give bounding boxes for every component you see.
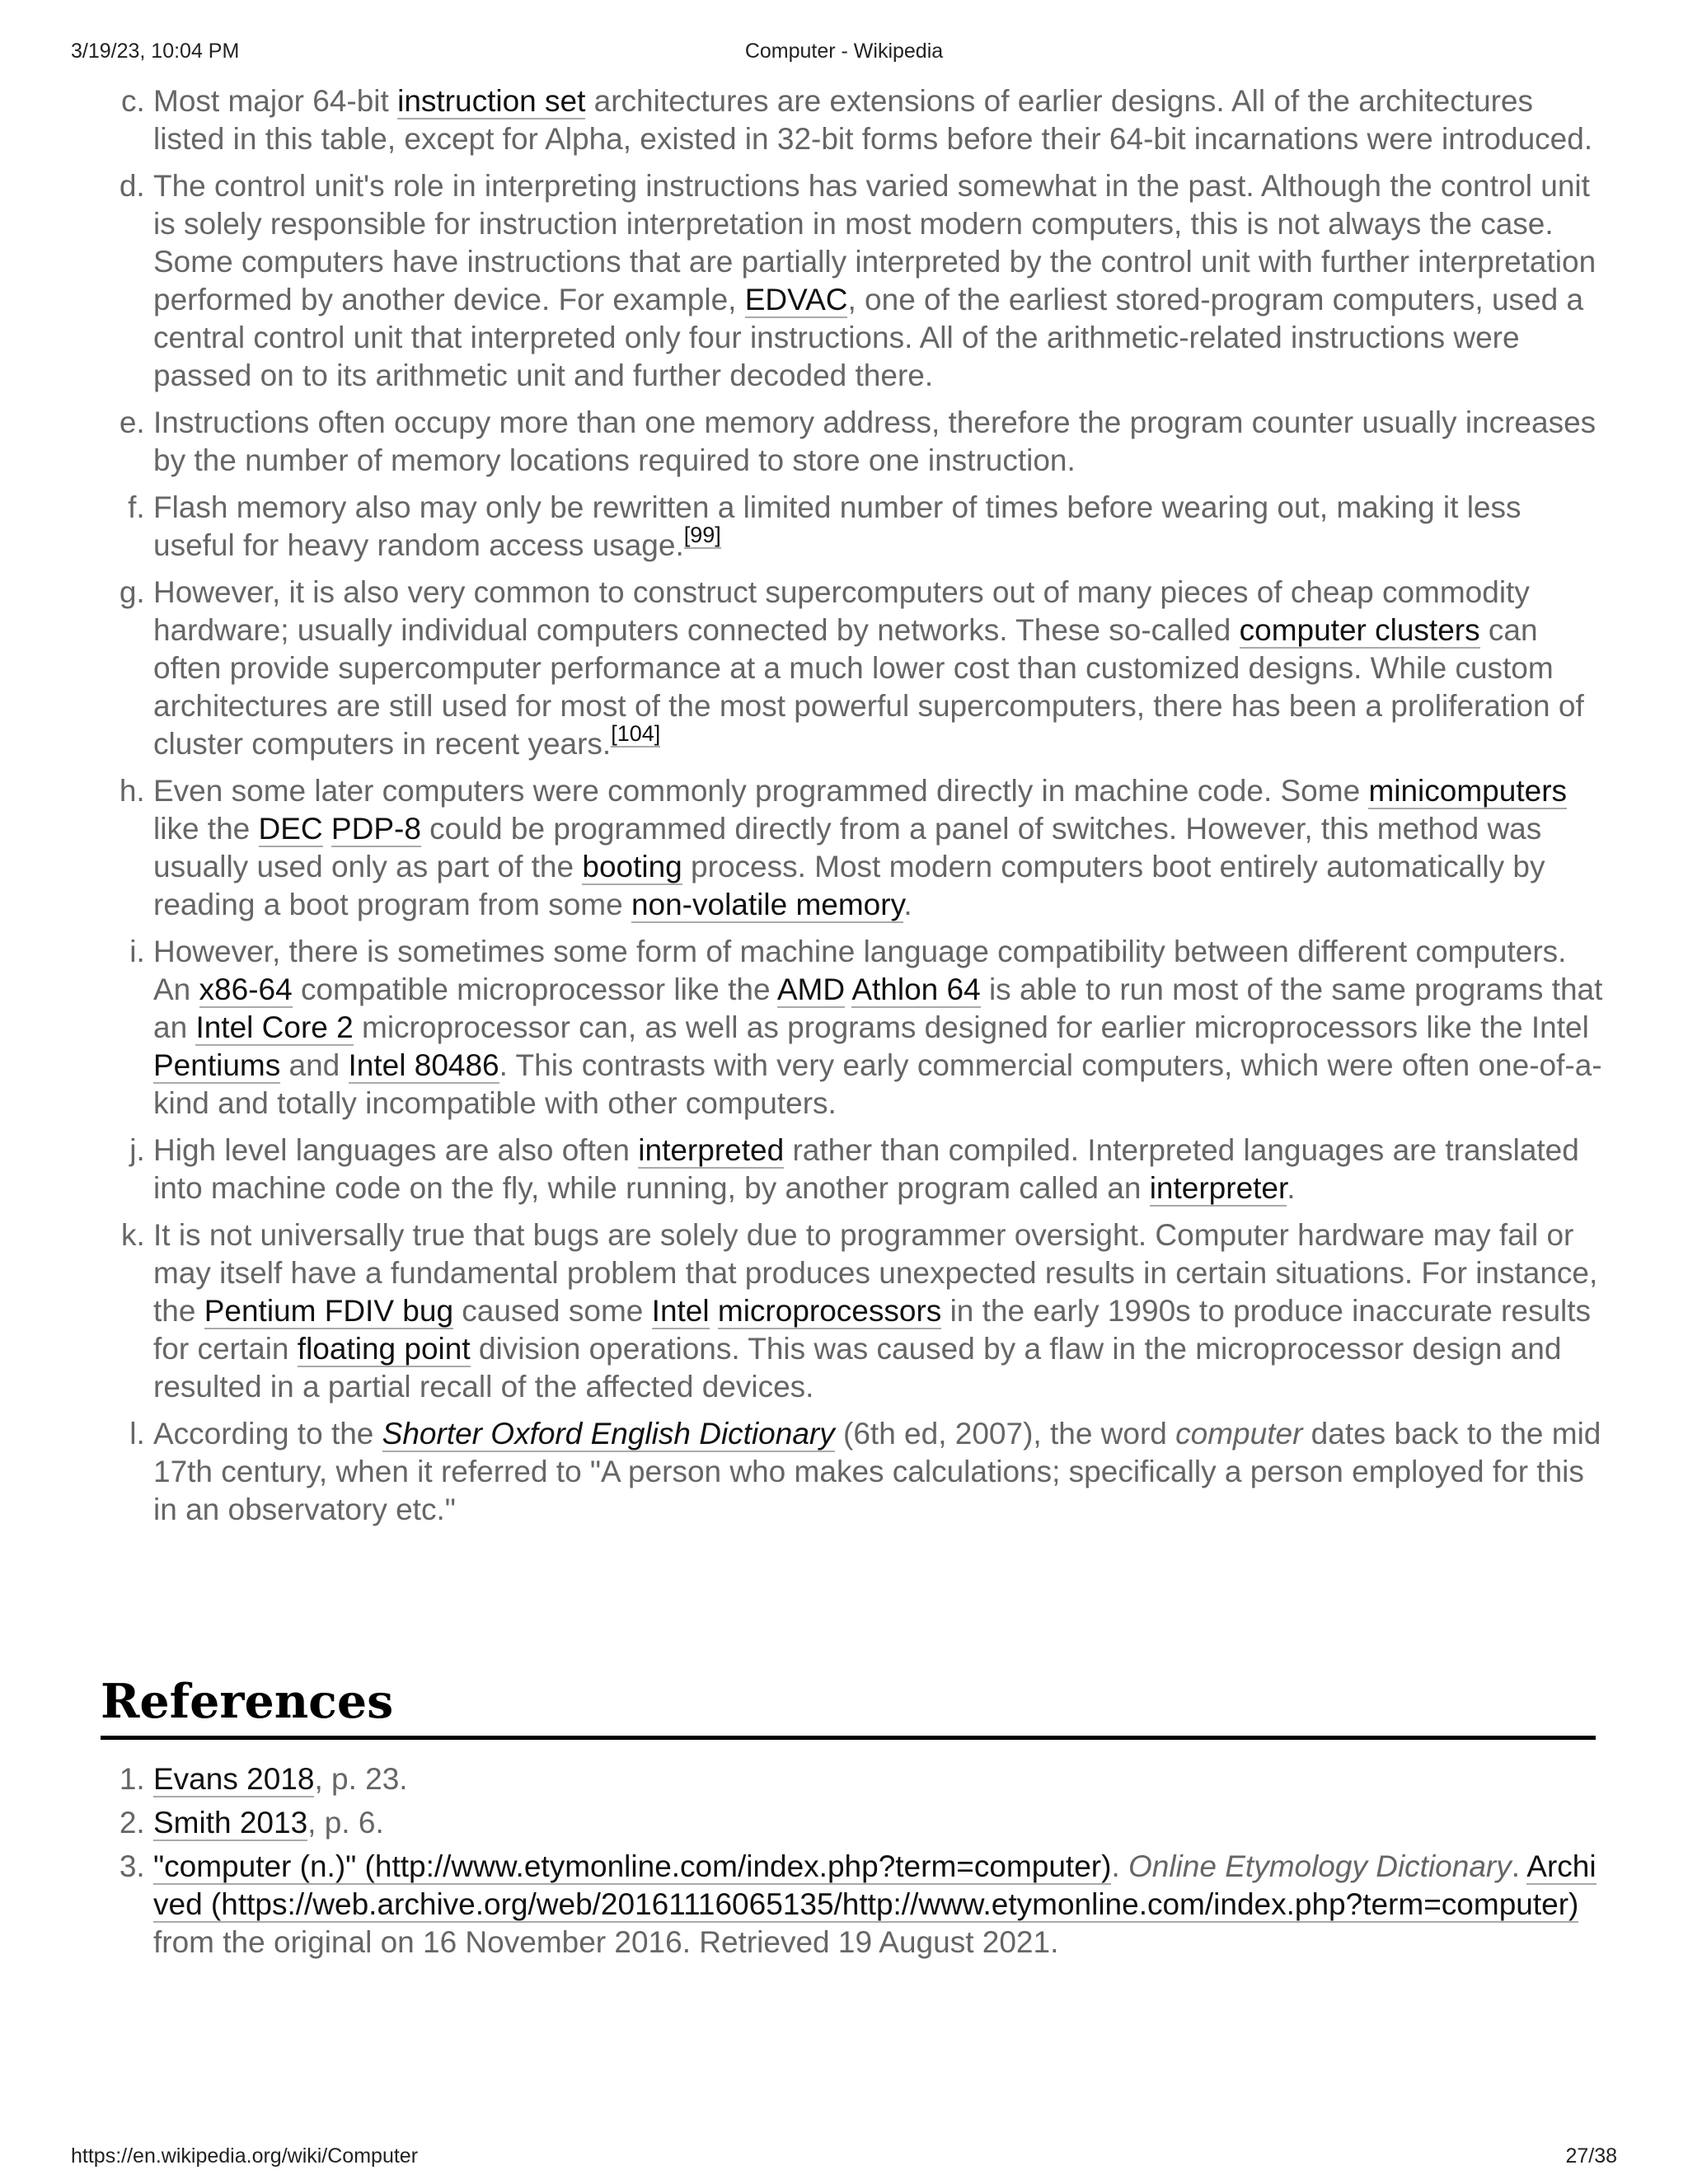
- link-minicomputers[interactable]: minicomputers: [1368, 774, 1568, 808]
- note-h: h. Even some later computers were commonly programmed directly in machine code. Some minicomputers like the DEC PDP-8 could be programmed directly from a panel of switches. However, this method was usually used only as part of the booting process. Most modern computers boot entirely automatically by reading a boot program from some non-volatile memory.: [153, 772, 1604, 924]
- link-athlon-64[interactable]: Athlon 64: [851, 972, 981, 1006]
- link-x86-64[interactable]: x86-64: [199, 972, 293, 1006]
- citation-104[interactable]: [104]: [611, 721, 661, 746]
- link-edvac[interactable]: EDVAC: [744, 283, 848, 316]
- note-l: l. According to the Shorter Oxford English Dictionary (6th ed, 2007), the word computer dates back to the mid 17th century, when it referred to "A person who makes calculations; specifically a person employed for this in an observatory etc.": [153, 1415, 1604, 1529]
- reference-1: 1. Evans 2018, p. 23.: [153, 1760, 1604, 1798]
- references-heading: References: [101, 1675, 1596, 1740]
- link-pentium-fdiv-bug[interactable]: Pentium FDIV bug: [204, 1294, 454, 1328]
- link-amd[interactable]: AMD: [776, 972, 846, 1006]
- link-pdp-8[interactable]: PDP-8: [331, 812, 421, 846]
- print-url: https://en.wikipedia.org/wiki/Computer: [71, 2144, 419, 2168]
- link-smith-2013[interactable]: Smith 2013: [153, 1806, 308, 1840]
- note-f: f. Flash memory also may only be rewritten a limited number of times before wearing out, making it less useful for heavy random access usage.[99]: [153, 489, 1604, 565]
- note-k: k. It is not universally true that bugs are solely due to programmer oversight. Computer hardware may fail or may itself have a fundamental problem that produces unexpected results in certain situations. For instance, the Pentium FDIV bug caused some Intel microprocessors in the early 1990s to produce inaccurate results for certain floating point division operations. This was caused by a flaw in the microprocessor design and resulted in a partial recall of the affected devices.: [153, 1216, 1604, 1406]
- notes-list: [153, 82, 1604, 1538]
- reference-2: 2. Smith 2013, p. 6.: [153, 1804, 1604, 1842]
- link-non-volatile-memory[interactable]: non-volatile memory: [631, 888, 904, 921]
- link-dec[interactable]: DEC: [258, 812, 323, 846]
- link-shorter-oxford-english-dictionary[interactable]: Shorter Oxford English Dictionary: [382, 1417, 835, 1451]
- note-e: e. Instructions often occupy more than one memory address, therefore the program counter usually increases by the number of memory locations required to store one instruction.: [153, 404, 1604, 480]
- link-microprocessors[interactable]: microprocessors: [717, 1294, 942, 1328]
- references-list: [153, 1760, 1604, 1967]
- link-etymonline-computer[interactable]: "computer (n.)" (http://www.etymonline.com/index.php?term=computer): [153, 1849, 1112, 1883]
- link-interpreter[interactable]: interpreter: [1149, 1171, 1287, 1205]
- print-datetime: 3/19/23, 10:04 PM: [71, 40, 240, 63]
- link-floating-point[interactable]: floating point: [297, 1332, 471, 1366]
- link-intel[interactable]: Intel: [651, 1294, 710, 1328]
- link-pentiums[interactable]: Pentiums: [153, 1048, 281, 1082]
- link-archived[interactable]: Archived (https://web.archive.org/web/20161116065135/http://www.etymonline.com/index.php?term=computer): [153, 1849, 1597, 1921]
- print-page-title: Computer - Wikipedia: [744, 40, 944, 63]
- reference-3: 3. "computer (n.)" (http://www.etymonline.com/index.php?term=computer). Online Etymology Dictionary. Archived (https://web.archive.org/web/20161116065135/http://www.etymonline.com/index.php?term=computer) from the original on 16 November 2016. Retrieved 19 August 2021.: [153, 1848, 1604, 1961]
- note-c: c. Most major 64-bit instruction set architectures are extensions of earlier designs. All of the architectures listed in this table, except for Alpha, existed in 32-bit forms before their 64-bit incarnations were introduced.: [153, 82, 1604, 158]
- link-intel-80486[interactable]: Intel 80486: [348, 1048, 499, 1082]
- note-i: i. However, there is sometimes some form of machine language compatibility between different computers. An x86-64 compatible microprocessor like the AMD Athlon 64 is able to run most of the same programs that an Intel Core 2 microprocessor can, as well as programs designed for earlier microprocessors like the Intel Pentiums and Intel 80486. This contrasts with very early commercial computers, which were often one-of-a-kind and totally incompatible with other computers.: [153, 933, 1604, 1122]
- note-g: g. However, it is also very common to construct supercomputers out of many pieces of cheap commodity hardware; usually individual computers connected by networks. These so-called computer clusters can often provide supercomputer performance at a much lower cost than customized designs. While custom architectures are still used for most of the most powerful supercomputers, there has been a proliferation of cluster computers in recent years.[104]: [153, 574, 1604, 763]
- link-evans-2018[interactable]: Evans 2018: [153, 1762, 315, 1796]
- link-computer-clusters[interactable]: computer clusters: [1239, 613, 1480, 647]
- link-intel-core-2[interactable]: Intel Core 2: [195, 1010, 354, 1044]
- citation-99[interactable]: [99]: [683, 523, 721, 547]
- link-booting[interactable]: booting: [582, 850, 682, 883]
- note-j: j. High level languages are also often interpreted rather than compiled. Interpreted languages are translated into machine code on the fly, while running, by another program called an interpreter.: [153, 1132, 1604, 1207]
- page-number: 27/38: [1565, 2144, 1617, 2168]
- link-interpreted[interactable]: interpreted: [638, 1133, 785, 1167]
- note-d: d. The control unit's role in interpreting instructions has varied somewhat in the past. Although the control unit is solely responsible for instruction interpretation in most modern computers, this is not always the case. Some computers have instructions that are partially interpreted by the control unit with further interpretation performed by another device. For example, EDVAC, one of the earliest stored-program computers, used a central control unit that interpreted only four instructions. All of the arithmetic-related instructions were passed on to its arithmetic unit and further decoded there.: [153, 167, 1604, 395]
- link-instruction-set[interactable]: instruction set: [397, 84, 586, 118]
